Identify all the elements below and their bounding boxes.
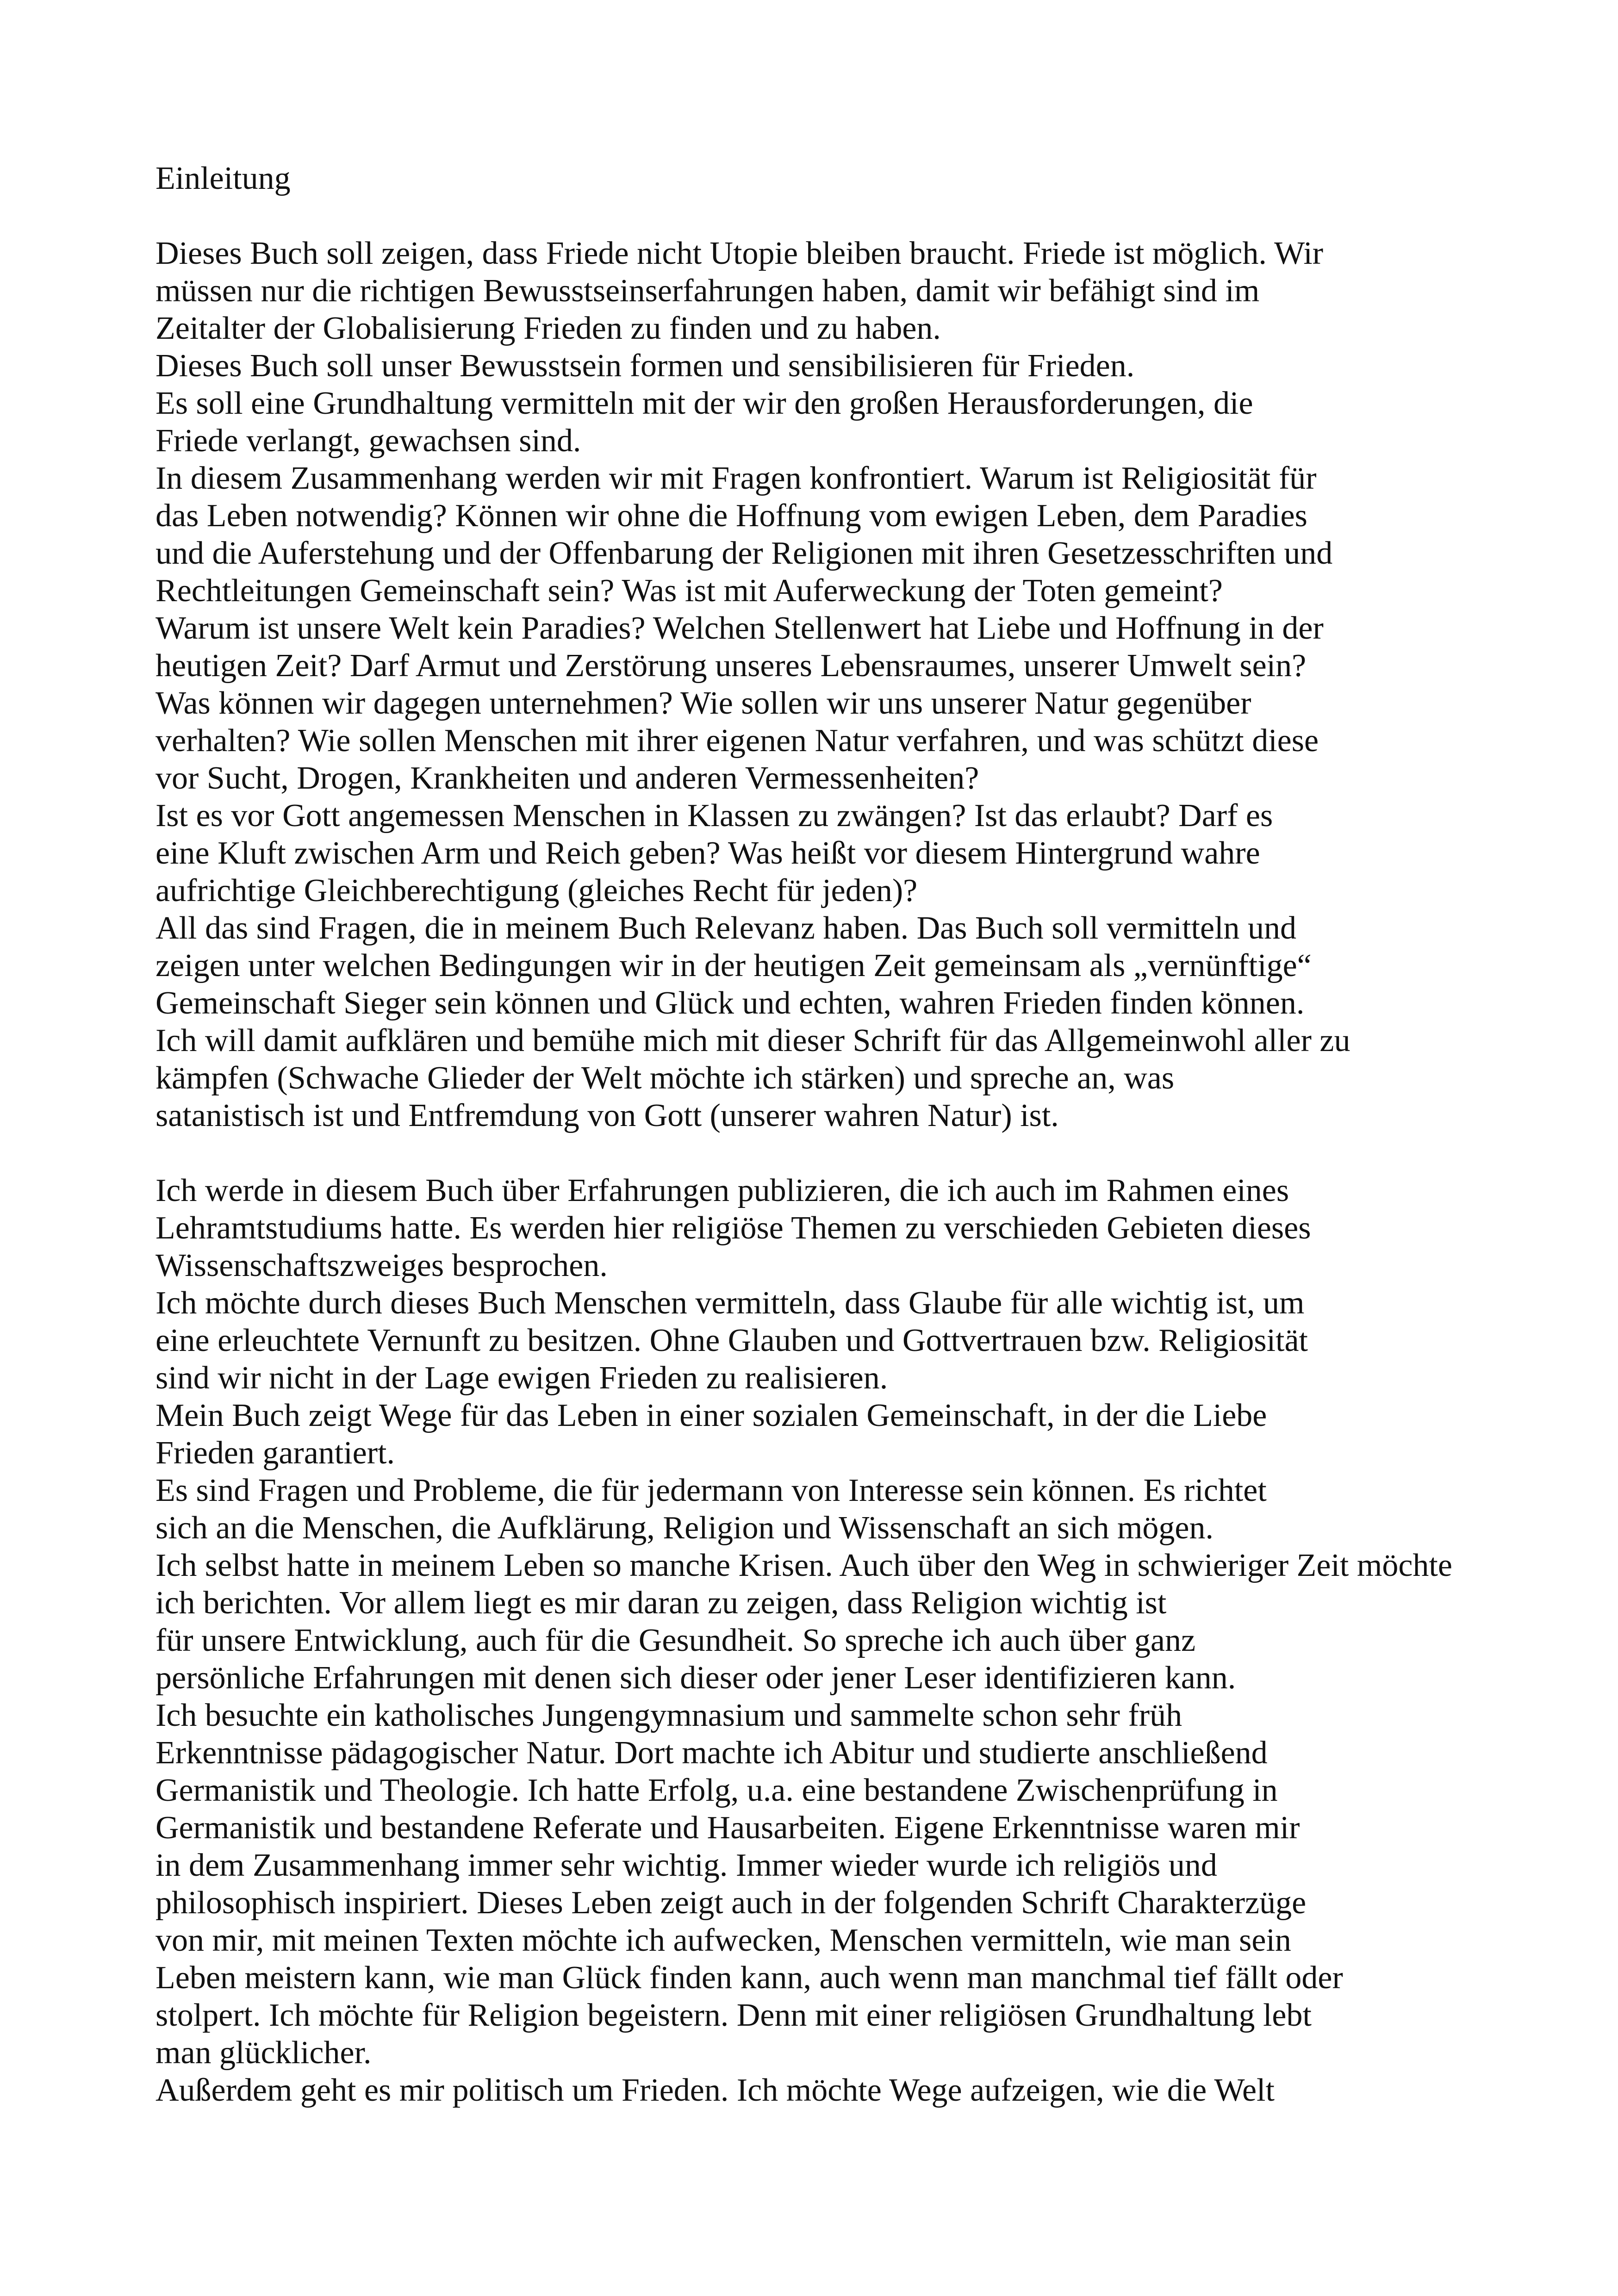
text-line: man glücklicher. bbox=[156, 2035, 372, 2071]
document-body bbox=[156, 160, 1590, 2109]
paragraph-spacer bbox=[156, 197, 1590, 235]
document-heading: Einleitung bbox=[156, 161, 291, 196]
text-line: In diesem Zusammenhang werden wir mit Fragen konfrontiert. Warum ist Religiosität für bbox=[156, 460, 1317, 496]
text-line: und die Auferstehung und der Offenbarung der Religionen mit ihren Gesetzesschriften und bbox=[156, 535, 1333, 571]
text-line: ich berichten. Vor allem liegt es mir daran zu zeigen, dass Religion wichtig ist bbox=[156, 1585, 1167, 1621]
paragraph-2 bbox=[156, 1172, 1590, 2109]
text-line: Ich werde in diesem Buch über Erfahrungen publizieren, die ich auch im Rahmen eines bbox=[156, 1173, 1289, 1208]
text-line: Ich besuchte ein katholisches Jungengymnasium und sammelte schon sehr früh bbox=[156, 1698, 1182, 1733]
text-line: zeigen unter welchen Bedingungen wir in der heutigen Zeit gemeinsam als „vernünftige“ bbox=[156, 948, 1312, 983]
paragraph-spacer bbox=[156, 1134, 1590, 1172]
text-line: Ich will damit aufklären und bemühe mich mit dieser Schrift für das Allgemeinwohl aller zu bbox=[156, 1023, 1350, 1058]
text-line: Ich möchte durch dieses Buch Menschen vermitteln, dass Glaube für alle wichtig ist, um bbox=[156, 1285, 1305, 1321]
text-line: Friede verlangt, gewachsen sind. bbox=[156, 423, 581, 459]
text-line: Außerdem geht es mir politisch um Frieden. Ich möchte Wege aufzeigen, wie die Welt bbox=[156, 2072, 1275, 2108]
text-line: philosophisch inspiriert. Dieses Leben zeigt auch in der folgenden Schrift Charakterzüge bbox=[156, 1885, 1307, 1921]
text-line: eine Kluft zwischen Arm und Reich geben? Was heißt vor diesem Hintergrund wahre bbox=[156, 835, 1260, 871]
paragraph-1 bbox=[156, 235, 1590, 1134]
text-line: aufrichtige Gleichberechtigung (gleiches Recht für jeden)? bbox=[156, 873, 918, 908]
text-line: Wissenschaftszweiges besprochen. bbox=[156, 1248, 608, 1283]
text-line: Germanistik und bestandene Referate und Hausarbeiten. Eigene Erkenntnisse waren mir bbox=[156, 1810, 1300, 1846]
text-line: müssen nur die richtigen Bewusstseinserfahrungen haben, damit wir befähigt sind im bbox=[156, 273, 1260, 309]
text-line: von mir, mit meinen Texten möchte ich aufwecken, Menschen vermitteln, wie man sein bbox=[156, 1923, 1291, 1958]
text-line: sind wir nicht in der Lage ewigen Frieden zu realisieren. bbox=[156, 1360, 888, 1396]
text-line: kämpfen (Schwache Glieder der Welt möchte ich stärken) und spreche an, was bbox=[156, 1060, 1175, 1096]
text-line: All das sind Fragen, die in meinem Buch Relevanz haben. Das Buch soll vermitteln und bbox=[156, 910, 1297, 946]
text-line: Ist es vor Gott angemessen Menschen in Klassen zu zwängen? Ist das erlaubt? Darf es bbox=[156, 798, 1273, 834]
text-line: das Leben notwendig? Können wir ohne die Hoffnung vom ewigen Leben, dem Paradies bbox=[156, 498, 1307, 534]
text-line: für unsere Entwicklung, auch für die Gesundheit. So spreche ich auch über ganz bbox=[156, 1623, 1196, 1658]
text-line: Frieden garantiert. bbox=[156, 1435, 395, 1471]
text-line: Ich selbst hatte in meinem Leben so manche Krisen. Auch über den Weg in schwieriger Zeit möchte bbox=[156, 1548, 1452, 1583]
text-line: heutigen Zeit? Darf Armut und Zerstörung unseres Lebensraumes, unserer Umwelt sein? bbox=[156, 648, 1307, 684]
text-line: persönliche Erfahrungen mit denen sich dieser oder jener Leser identifizieren kann. bbox=[156, 1660, 1236, 1696]
text-line: Warum ist unsere Welt kein Paradies? Welchen Stellenwert hat Liebe und Hoffnung in der bbox=[156, 610, 1324, 646]
text-line: Dieses Buch soll zeigen, dass Friede nicht Utopie bleiben braucht. Friede ist möglich. Wir bbox=[156, 236, 1324, 271]
text-line: vor Sucht, Drogen, Krankheiten und anderen Vermessenheiten? bbox=[156, 760, 979, 796]
text-line: Zeitalter der Globalisierung Frieden zu finden und zu haben. bbox=[156, 311, 941, 346]
text-line: satanistisch ist und Entfremdung von Gott (unserer wahren Natur) ist. bbox=[156, 1098, 1059, 1133]
text-line: Gemeinschaft Sieger sein können und Glück und echten, wahren Frieden finden können. bbox=[156, 985, 1305, 1021]
text-line: Es sind Fragen und Probleme, die für jedermann von Interesse sein können. Es richtet bbox=[156, 1473, 1267, 1508]
text-line: Was können wir dagegen unternehmen? Wie sollen wir uns unserer Natur gegenüber bbox=[156, 685, 1251, 721]
text-line: Mein Buch zeigt Wege für das Leben in einer sozialen Gemeinschaft, in der die Liebe bbox=[156, 1398, 1267, 1433]
text-line: stolpert. Ich möchte für Religion begeistern. Denn mit einer religiösen Grundhaltung lebt bbox=[156, 1997, 1312, 2033]
text-line: in dem Zusammenhang immer sehr wichtig. Immer wieder wurde ich religiös und bbox=[156, 1848, 1217, 1883]
text-line: Erkenntnisse pädagogischer Natur. Dort machte ich Abitur und studierte anschließend bbox=[156, 1735, 1268, 1771]
text-line: Dieses Buch soll unser Bewusstsein formen und sensibilisieren für Frieden. bbox=[156, 348, 1135, 384]
text-line: sich an die Menschen, die Aufklärung, Religion und Wissenschaft an sich mögen. bbox=[156, 1510, 1214, 1546]
text-line: eine erleuchtete Vernunft zu besitzen. Ohne Glauben und Gottvertrauen bzw. Religiosität bbox=[156, 1323, 1308, 1358]
text-line: Germanistik und Theologie. Ich hatte Erfolg, u.a. eine bestandene Zwischenprüfung in bbox=[156, 1773, 1278, 1808]
text-line: verhalten? Wie sollen Menschen mit ihrer eigenen Natur verfahren, und was schützt diese bbox=[156, 723, 1319, 759]
text-line: Lehramtstudiums hatte. Es werden hier religiöse Themen zu verschieden Gebieten dieses bbox=[156, 1210, 1311, 1246]
text-line: Rechtleitungen Gemeinschaft sein? Was ist mit Auferweckung der Toten gemeint? bbox=[156, 573, 1223, 609]
text-line: Leben meistern kann, wie man Glück finden kann, auch wenn man manchmal tief fällt oder bbox=[156, 1960, 1343, 1996]
text-line: Es soll eine Grundhaltung vermitteln mit der wir den großen Herausforderungen, die bbox=[156, 386, 1253, 421]
